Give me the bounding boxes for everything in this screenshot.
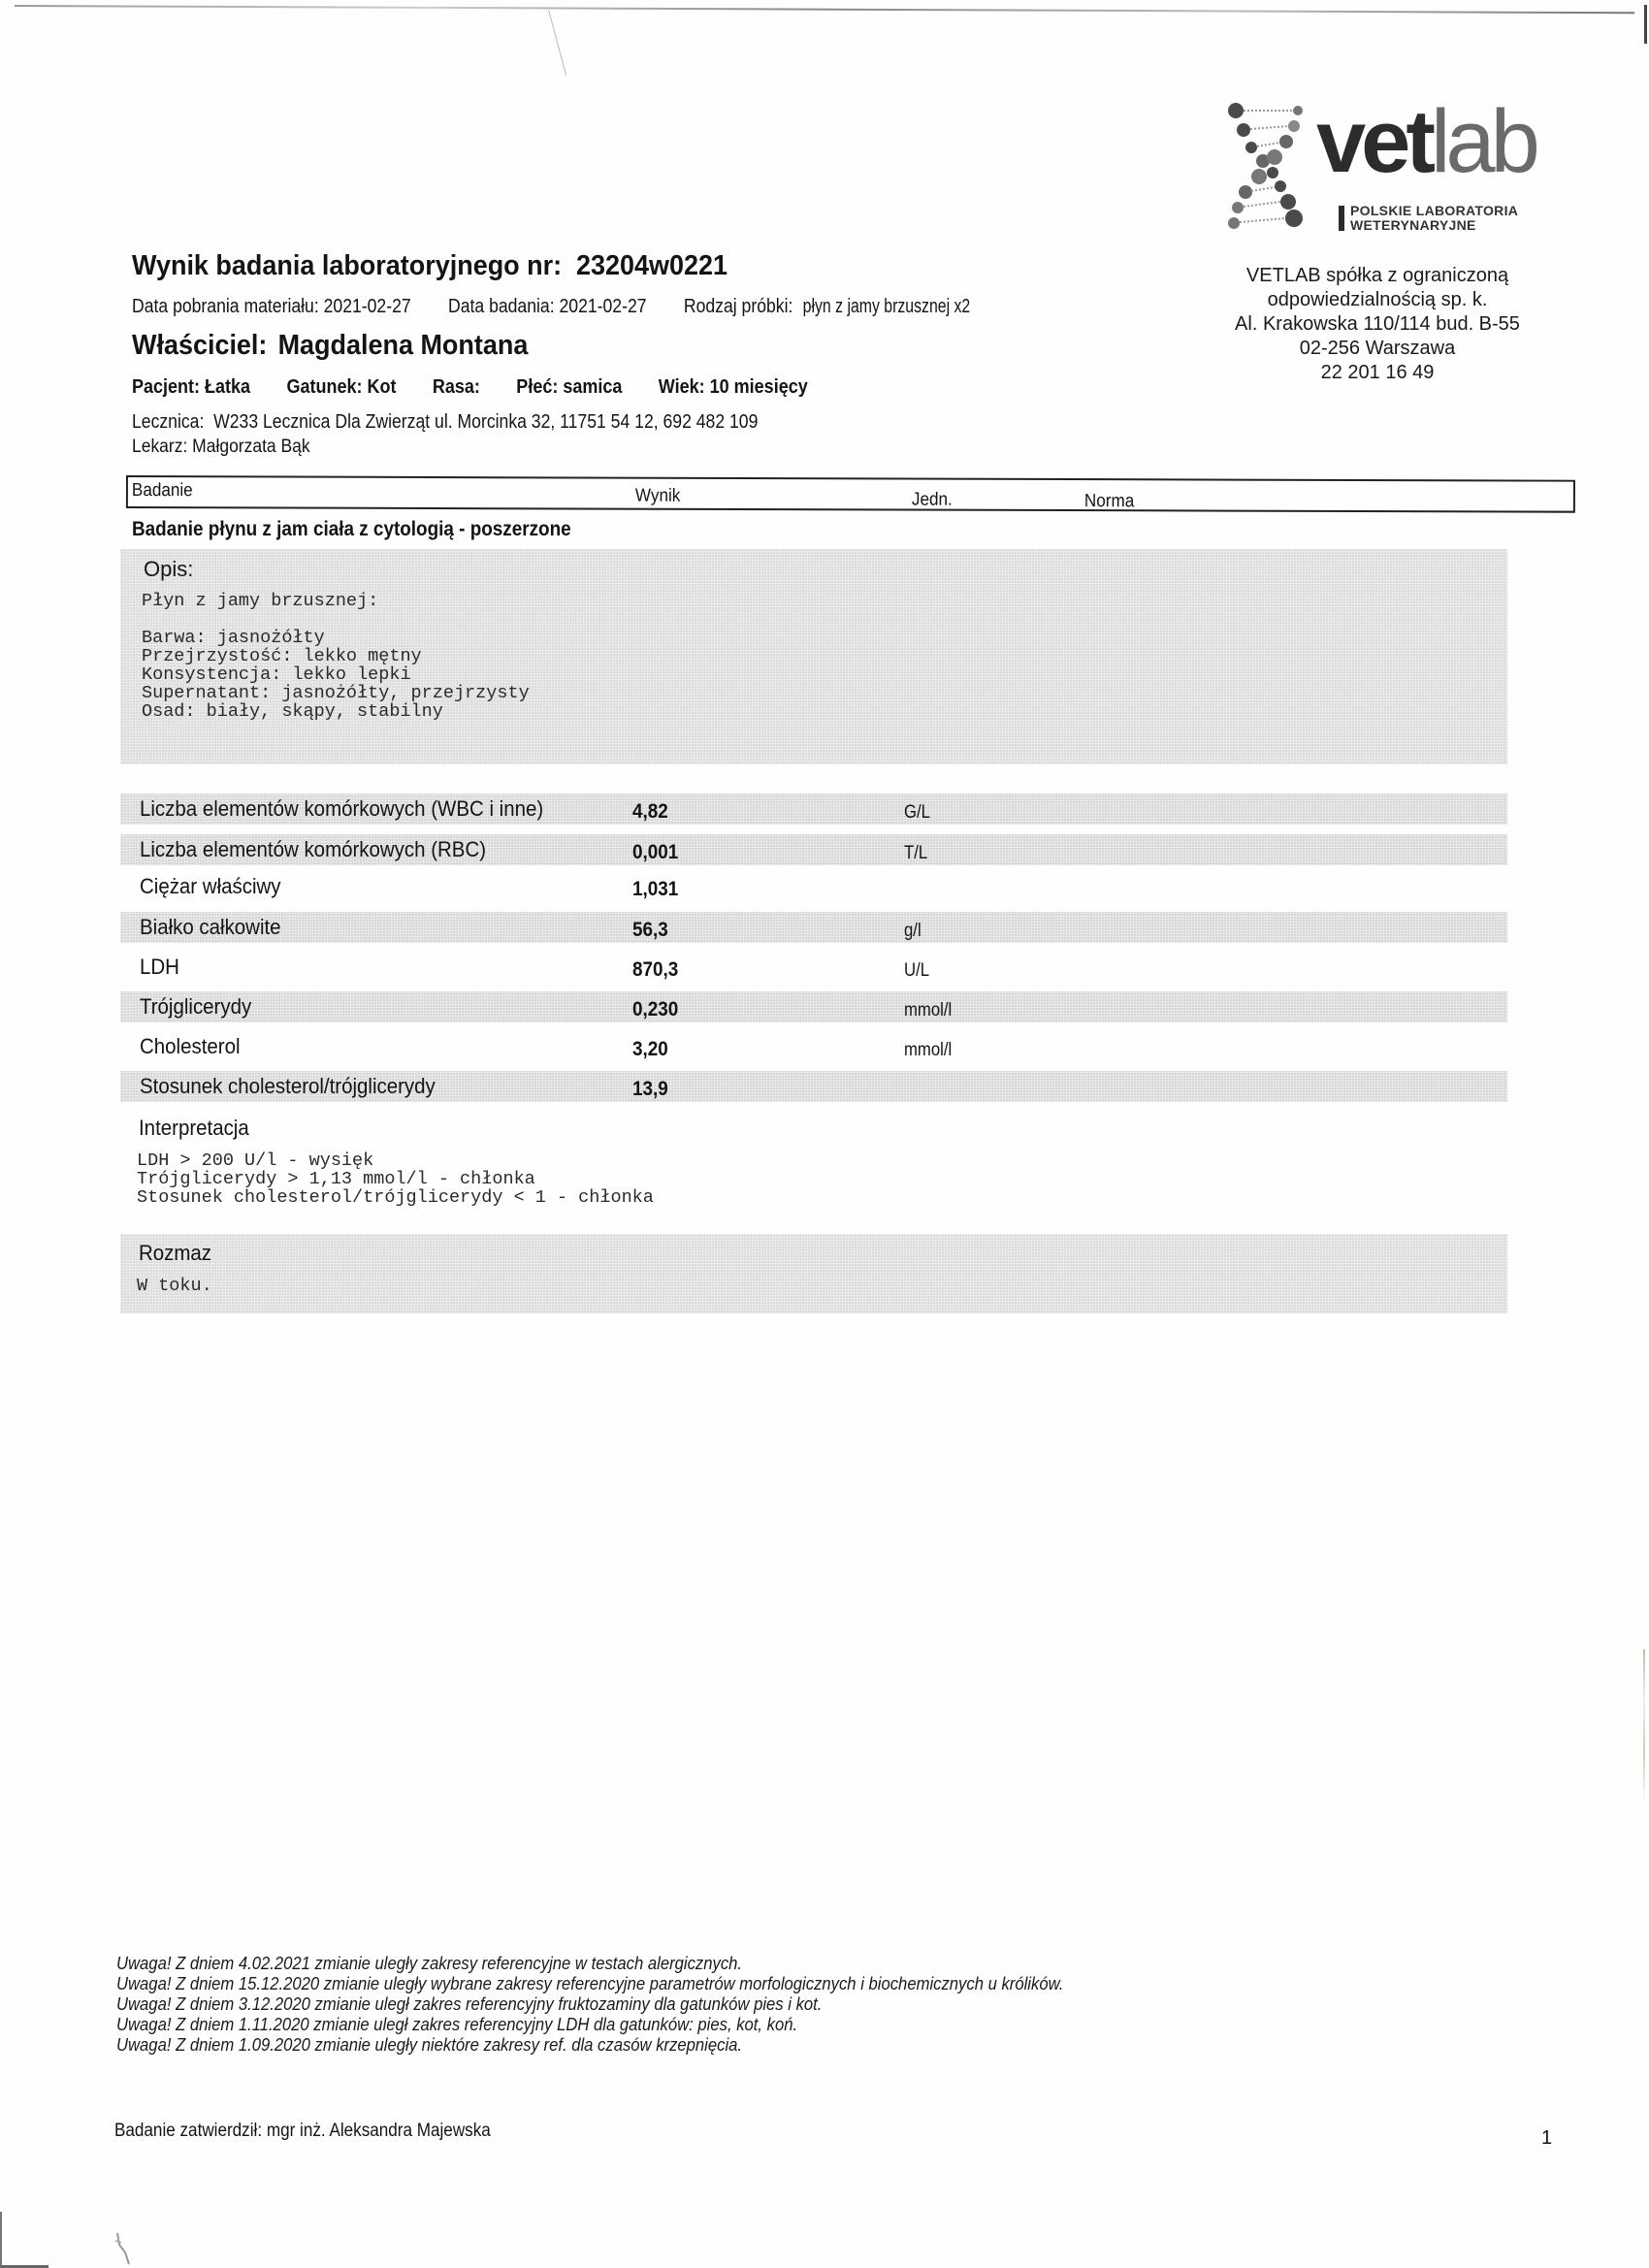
dna-helix-icon [1224, 97, 1311, 238]
description-heading: Opis: [144, 557, 194, 581]
result-value: 1,031 [632, 878, 679, 900]
scan-edge-top [15, 5, 1634, 14]
page-number: 1 [1541, 2127, 1553, 2149]
result-row [120, 1031, 1507, 1062]
smear-heading: Rozmaz [139, 1241, 212, 1265]
patient-species: Gatunek: Kot [286, 376, 397, 398]
patient-name: Pacjent: Łatka [132, 376, 251, 398]
patient-breed: Rasa: [432, 376, 480, 398]
company-line: VETLAB spółka z ograniczoną [1245, 265, 1509, 286]
result-row [120, 871, 1507, 902]
result-name: LDH [140, 955, 179, 979]
doctor-line: Lekarz: Małgorzata Bąk [132, 437, 310, 457]
scan-edge-right [1644, 5, 1647, 44]
company-address [1203, 264, 1552, 385]
logo-subtitle: POLSKIE LABORATORIA WETERYNARYJNE [1350, 203, 1519, 233]
patient-age: Wiek: 10 miesięcy [658, 376, 808, 398]
sample-type: płyn z jamy brzusznej x2 [802, 296, 971, 317]
company-line: Al. Krakowska 110/114 bud. B-55 [1235, 313, 1520, 335]
logo-bar [1339, 206, 1344, 231]
result-row [120, 952, 1507, 983]
result-value: 56,3 [632, 919, 668, 941]
company-line: odpowiedzialnością sp. k. [1267, 289, 1488, 310]
dates-line: Data pobrania materiału: 2021-02-27 Data badania: 2021-02-27 Rodzaj próbki: płyn z jamy brzusznej x2 [132, 296, 971, 317]
clinic-line: Lecznica: W233 Lecznica Dla Zwierząt ul. Morcinka 32, 11751 54 12, 692 482 109 [132, 411, 759, 433]
smear-section [120, 1234, 1507, 1313]
patient-sex: Płeć: samica [516, 376, 623, 398]
logo-wordmark: vetlab [1316, 92, 1536, 191]
vetlab-logo [1224, 92, 1544, 238]
section-title: Badanie płynu z jam ciała z cytologią - poszerzone [132, 518, 571, 540]
smear-text: W toku. [137, 1276, 212, 1296]
result-value: 0,001 [632, 841, 679, 863]
scan-mark [112, 2231, 133, 2266]
note-line: Uwaga! Z dniem 15.12.2020 zmianie uległy wybrane zakresy referencyjne parametrów morfologicznych i biochemicznych u królików. [116, 1973, 1064, 1993]
column-header-unit: Jedn. [911, 489, 953, 510]
result-value: 870,3 [632, 958, 679, 981]
result-row [120, 834, 1507, 865]
result-name: Liczba elementów komórkowych (RBC) [140, 837, 487, 861]
collection-date: 2021-02-27 [323, 296, 411, 317]
owner-name: Magdalena Montana [277, 330, 529, 361]
reference-notes [116, 1953, 1169, 2055]
note-line: Uwaga! Z dniem 4.02.2021 zmianie uległy zakresy referencyjne w testach alergicznych. [116, 1953, 743, 1973]
description-section [120, 549, 1507, 764]
owner-line: Właściciel: Magdalena Montana [132, 330, 529, 361]
company-line: 02-256 Warszawa [1299, 338, 1456, 359]
scan-edge-right-stain [1643, 1649, 1645, 1804]
result-value: 0,230 [632, 998, 679, 1021]
result-row [120, 1071, 1507, 1102]
result-name: Cholesterol [140, 1034, 241, 1058]
result-unit: mmol/l [904, 1000, 953, 1021]
patient-line [132, 376, 839, 399]
result-row [120, 991, 1507, 1022]
result-value: 13,9 [632, 1078, 668, 1100]
result-name: Ciężar właściwy [140, 874, 281, 898]
interpretation-heading: Interpretacja [139, 1116, 249, 1140]
result-name: Białko całkowite [140, 915, 281, 939]
table-header [126, 475, 1575, 513]
note-line: Uwaga! Z dniem 1.09.2020 zmianie uległy niektóre zakresy ref. dla czasów krzepnięcia. [116, 2034, 743, 2055]
company-line: 22 201 16 49 [1320, 362, 1435, 383]
result-value: 3,20 [632, 1038, 668, 1060]
result-unit: U/L [904, 960, 930, 981]
result-name: Liczba elementów komórkowych (WBC i inne) [140, 796, 544, 821]
description-text: Płyn z jamy brzusznej: Barwa: jasnożółty Przejrzystość: lekko mętny Konsystencja: lekko lepki Supernatant: jasnożółty, przejrzysty Osad: biały, skąpy, stabilny [142, 591, 530, 722]
result-row [120, 794, 1507, 825]
column-header-norm: Norma [1083, 491, 1135, 512]
result-name: Trójglicerydy [140, 994, 252, 1019]
interpretation-text: LDH > 200 U/l - wysięk Trójglicerydy > 1,13 mmol/l - chłonka Stosunek cholesterol/trójglicerydy < 1 - chłonka [137, 1150, 654, 1208]
report-title: Wynik badania laboratoryjnego nr: 23204w0221 [132, 250, 728, 281]
scan-artifact-line [548, 10, 566, 76]
result-unit: mmol/l [904, 1040, 953, 1060]
approved-by: Badanie zatwierdził: mgr inż. Aleksandra Majewska [114, 2121, 491, 2141]
result-name: Stosunek cholesterol/trójglicerydy [140, 1074, 436, 1098]
result-value: 4,82 [632, 800, 668, 823]
note-line: Uwaga! Z dniem 3.12.2020 zmianie uległ zakres referencyjny fruktozaminy dla gatunków pies i kot. [116, 1993, 823, 2014]
test-date: 2021-02-27 [559, 296, 647, 317]
scan-edge-left [0, 2212, 2, 2268]
note-line: Uwaga! Z dniem 1.11.2020 zmianie uległ zakres referencyjny LDH dla gatunków: pies, kot, koń. [116, 2014, 798, 2034]
result-unit: T/L [904, 843, 928, 863]
result-unit: g/l [904, 921, 922, 941]
report-number: 23204w0221 [575, 250, 728, 281]
column-header-test: Badanie [131, 480, 193, 502]
result-row [120, 912, 1507, 943]
result-unit: G/L [904, 802, 930, 823]
column-header-result: Wynik [634, 485, 681, 506]
